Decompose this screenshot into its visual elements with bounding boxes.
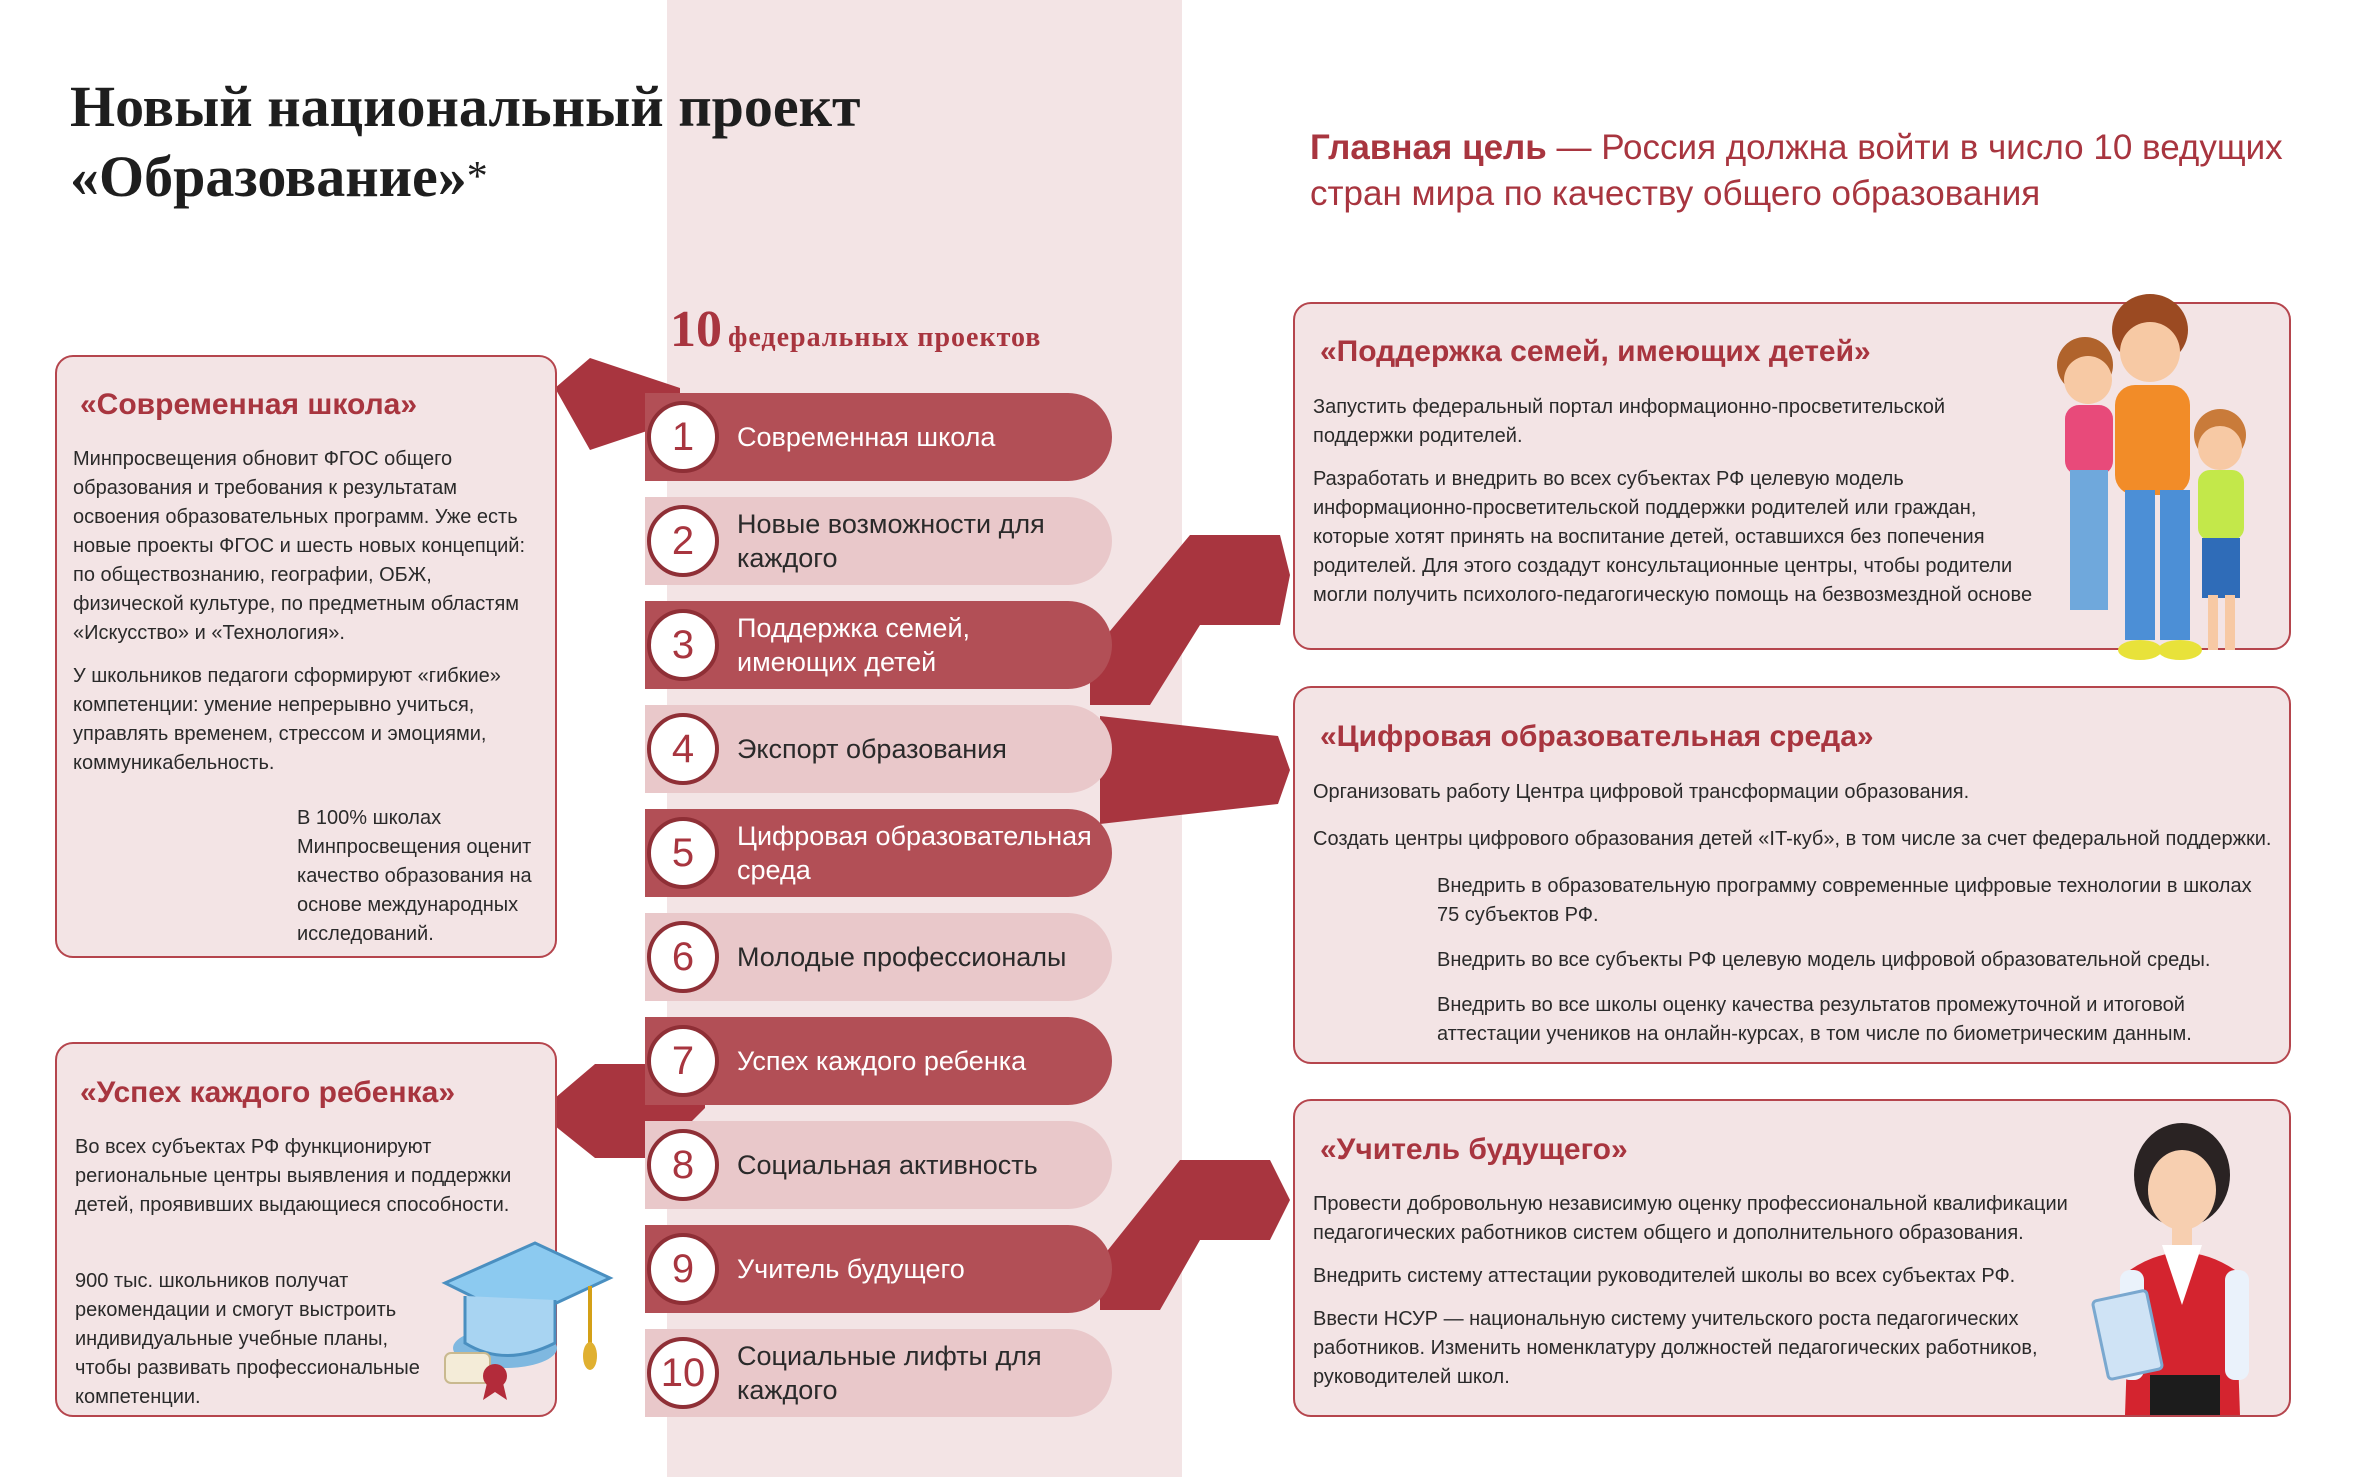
project-label: Молодые профессионалы xyxy=(737,942,1067,972)
project-label: Поддержка семей, имеющих детей xyxy=(737,613,971,677)
paragraph: Разработать и внедрить во всех субъектах РФ целевую модель информационно-просветительской поддержки родителей или граждан, которые хотят принять на воспитание детей, оставшихся без попечения родителей. Для этого создадут консультационные центры, чтобы родители могли получить психолого-педагогическую помощь на безвозмездной основе xyxy=(1313,468,2033,606)
project-number: 8 xyxy=(647,1129,719,1201)
paragraph: Запустить федеральный портал информационно-просветительской поддержки родителей. xyxy=(1313,396,1946,447)
paragraph: Организовать работу Центра цифровой трансформации образования. xyxy=(1313,781,1970,803)
paragraph: Ввести НСУР — национальную систему учительского роста педагогических работников. Изменить номенклатуру должностей педагогических работников, руководителей школ. xyxy=(1313,1308,2038,1388)
card-child-success-text xyxy=(75,1133,535,1234)
teacher-illustration-icon xyxy=(2090,1120,2280,1415)
paragraph: Создать центры цифрового образования детей «IT-куб», в том числе за счет федеральной поддержки. xyxy=(1313,828,2272,850)
paragraph: Провести добровольную независимую оценку профессиональной квалификации педагогических работников систем общего и дополнительного образования. xyxy=(1313,1193,2068,1244)
projects-heading-text: федеральных проектов xyxy=(728,322,1042,353)
paragraph: Во всех субъектах РФ функционируют региональные центры выявления и поддержки детей, проявивших выдающиеся способности. xyxy=(75,1136,512,1216)
project-number: 4 xyxy=(647,713,719,785)
project-number: 10 xyxy=(647,1337,719,1409)
arrow-teacher xyxy=(1100,1160,1290,1310)
paragraph: В 100% школах Минпросвещения оценит качество образования на основе международных исследований. xyxy=(297,807,532,945)
card-teacher-future-title: «Учитель будущего» xyxy=(1320,1133,1628,1166)
projects-heading xyxy=(670,300,1041,359)
main-goal xyxy=(1310,125,2320,217)
project-item-9 xyxy=(645,1225,1112,1313)
paragraph: Минпросвещения обновит ФГОС общего образования и требования к результатам освоения образовательных программ. Уже есть новые проекты ФГОС и шесть новых концепций: по обществознанию, географии, ОБЖ, физической культуре, по предметным областям «Искусство» и «Технология». xyxy=(73,448,526,644)
project-item-6 xyxy=(645,913,1112,1001)
goal-label: Главная цель xyxy=(1310,128,1547,167)
projects-count: 10 xyxy=(670,301,722,358)
project-label: Экспорт образования xyxy=(737,734,1007,764)
goal-text: Россия должна войти в число 10 ведущих стран мира по качеству общего образования xyxy=(1310,128,2283,213)
project-number: 5 xyxy=(647,817,719,889)
project-label: Цифровая образовательная среда xyxy=(737,821,1092,885)
project-label: Современная школа xyxy=(737,422,996,452)
project-item-4 xyxy=(645,705,1112,793)
project-item-10 xyxy=(645,1329,1112,1417)
paragraph: Внедрить во все субъекты РФ целевую модель цифровой образовательной среды. xyxy=(1437,949,2211,971)
card-teacher-future-text xyxy=(1313,1190,2083,1406)
project-label: Социальные лифты для каждого xyxy=(737,1341,1042,1405)
page-title xyxy=(70,72,861,212)
project-number: 2 xyxy=(647,505,719,577)
paragraph: У школьников педагоги сформируют «гибкие» компетенции: умение непрерывно учиться, управлять временем, стрессом и эмоциями, коммуникабельность. xyxy=(73,665,501,774)
card-digital-environment-title: «Цифровая образовательная среда» xyxy=(1320,720,1874,753)
goal-dash: — xyxy=(1546,128,1602,167)
project-number: 3 xyxy=(647,609,719,681)
paragraph: Внедрить в образовательную программу современные цифровые технологии в школах 75 субъектов РФ. xyxy=(1437,875,2252,926)
project-item-1 xyxy=(645,393,1112,481)
project-item-5 xyxy=(645,809,1112,897)
project-number: 6 xyxy=(647,921,719,993)
card-modern-school-text xyxy=(73,445,543,792)
card-family-support-text xyxy=(1313,393,2033,624)
arrow-family xyxy=(1090,535,1290,715)
card-modern-school-title: «Современная школа» xyxy=(80,388,418,421)
project-label: Успех каждого ребенка xyxy=(737,1046,1027,1076)
project-item-7 xyxy=(645,1017,1112,1105)
arrow-digital xyxy=(1100,716,1290,826)
project-item-2 xyxy=(645,497,1112,585)
project-number: 7 xyxy=(647,1025,719,1097)
paragraph: 900 тыс. школьников получат рекомендации и смогут выстроить индивидуальные учебные планы, чтобы развивать профессиональные компетенции. xyxy=(75,1270,420,1408)
card-modern-school-note xyxy=(297,804,537,963)
graduation-cap-icon xyxy=(425,1228,615,1403)
project-label: Социальная активность xyxy=(737,1150,1038,1180)
card-digital-environment-text xyxy=(1313,778,2273,870)
paragraph: Внедрить во все школы оценку качества результатов промежуточной и итоговой аттестации учеников на онлайн-курсах, в том числе по биометрическим данным. xyxy=(1437,994,2192,1045)
project-item-3 xyxy=(645,601,1112,689)
title-footnote-mark: * xyxy=(466,154,488,200)
title-line2: «Образование» xyxy=(70,144,467,209)
card-child-success-title: «Успех каждого ребенка» xyxy=(80,1076,455,1109)
card-family-support-title: «Поддержка семей, имеющих детей» xyxy=(1320,335,1871,368)
paragraph: Внедрить систему аттестации руководителей школы во всех субъектах РФ. xyxy=(1313,1265,2016,1287)
family-illustration-icon xyxy=(2030,290,2275,670)
project-number: 1 xyxy=(647,401,719,473)
card-digital-environment-text2 xyxy=(1437,872,2277,1063)
project-number: 9 xyxy=(647,1233,719,1305)
project-item-8 xyxy=(645,1121,1112,1209)
card-child-success-text2 xyxy=(75,1267,420,1426)
title-line1: Новый национальный проект xyxy=(70,74,861,139)
project-label: Учитель будущего xyxy=(737,1254,965,1284)
project-label: Новые возможности для каждого xyxy=(737,509,1045,573)
